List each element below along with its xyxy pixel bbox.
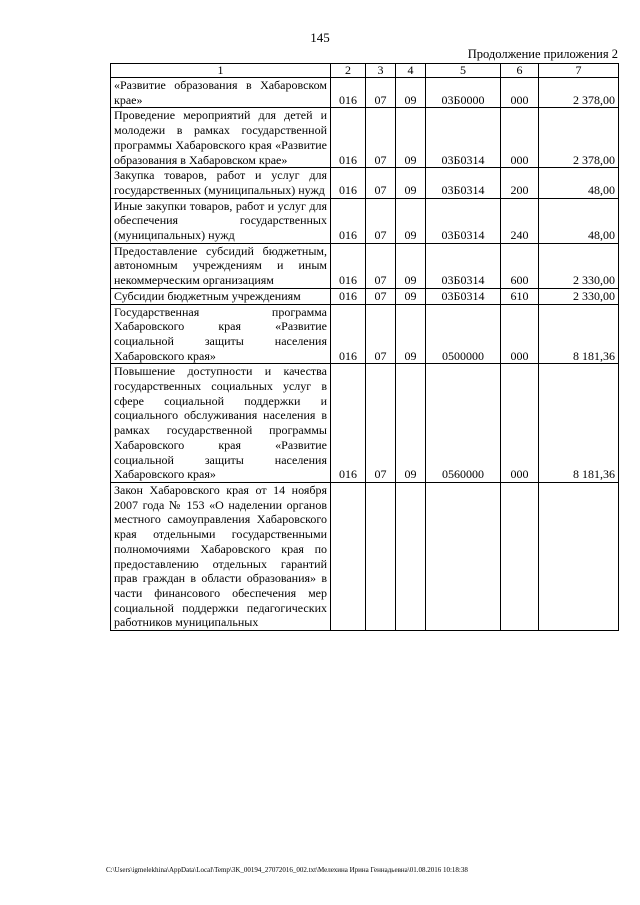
table-header-row — [111, 64, 619, 78]
cell-amount: 48,00 — [539, 168, 619, 198]
cell-amount: 48,00 — [539, 198, 619, 243]
cell-col4: 09 — [396, 108, 426, 168]
table-row — [111, 482, 619, 630]
row-description: Проведение мероприятий для детей и молодежи в рамках государственной программы Хабаровского края «Развитие образования в Хабаровском крае» — [111, 108, 331, 168]
cell-col6: 600 — [501, 243, 539, 288]
cell-amount: 2 330,00 — [539, 288, 619, 304]
row-description: Государственная программа Хабаровского края «Развитие социальной защиты населения Хабаровского края» — [111, 304, 331, 364]
cell-col3: 07 — [366, 108, 396, 168]
cell-col2: 016 — [331, 198, 366, 243]
cell-col4: 09 — [396, 364, 426, 483]
cell-col2: 016 — [331, 108, 366, 168]
cell-col2: 016 — [331, 304, 366, 364]
cell-col5: 03Б0000 — [426, 78, 501, 108]
cell-amount: 2 378,00 — [539, 108, 619, 168]
cell-col2: 016 — [331, 168, 366, 198]
row-description: Предоставление субсидий бюджетным, автономным учреждениям и иным некоммерческим организациям — [111, 243, 331, 288]
column-header: 4 — [396, 64, 426, 78]
cell-col3: 07 — [366, 304, 396, 364]
continuation-note: Продолжение приложения 2 — [467, 47, 618, 61]
cell-col5: 0560000 — [426, 364, 501, 483]
footer-file-path: C:\Users\igmelekhina\AppData\Local\Temp\3K_00194_27072016_002.txt\Мелехина Ирина Геннадьевна\01.08.2016 10:18:38 — [106, 866, 468, 874]
cell-amount — [539, 482, 619, 630]
cell-col6: 000 — [501, 78, 539, 108]
cell-col2: 016 — [331, 78, 366, 108]
cell-col3: 07 — [366, 364, 396, 483]
cell-col6 — [501, 482, 539, 630]
cell-amount: 2 330,00 — [539, 243, 619, 288]
cell-col6: 610 — [501, 288, 539, 304]
table-row — [111, 168, 619, 198]
column-header: 3 — [366, 64, 396, 78]
column-header: 2 — [331, 64, 366, 78]
table-row — [111, 243, 619, 288]
cell-col2: 016 — [331, 364, 366, 483]
cell-col3: 07 — [366, 168, 396, 198]
cell-amount: 8 181,36 — [539, 304, 619, 364]
column-header: 6 — [501, 64, 539, 78]
cell-col2 — [331, 482, 366, 630]
table-row — [111, 78, 619, 108]
table-row — [111, 364, 619, 483]
budget-table — [110, 63, 619, 631]
page-number: 145 — [310, 30, 330, 45]
cell-col5: 03Б0314 — [426, 243, 501, 288]
cell-col6: 000 — [501, 364, 539, 483]
cell-col4 — [396, 482, 426, 630]
row-description: Повышение доступности и качества государственных социальных услуг в сфере социальной поддержки и социального обслуживания населения в рамках государственной программы Хабаровского края «Развитие социальной защиты населения Хабаровского края» — [111, 364, 331, 483]
cell-col4: 09 — [396, 168, 426, 198]
cell-col4: 09 — [396, 78, 426, 108]
column-header: 1 — [111, 64, 331, 78]
row-description: Закупка товаров, работ и услуг для государственных (муниципальных) нужд — [111, 168, 331, 198]
cell-col6: 000 — [501, 108, 539, 168]
row-description: Закон Хабаровского края от 14 ноября 2007 года № 153 «О наделении органов местного самоуправления Хабаровского края отдельными государственными полномочиями Хабаровского края по предоставлению отдельных гарантий прав граждан в области образования» в части финансового обеспечения мер социальной поддержки педагогических работников муниципальных — [111, 482, 331, 630]
cell-col5: 03Б0314 — [426, 168, 501, 198]
cell-col3: 07 — [366, 243, 396, 288]
cell-col5: 03Б0314 — [426, 288, 501, 304]
cell-col6: 240 — [501, 198, 539, 243]
cell-col2: 016 — [331, 243, 366, 288]
cell-col5: 03Б0314 — [426, 108, 501, 168]
cell-col4: 09 — [396, 198, 426, 243]
cell-col4: 09 — [396, 288, 426, 304]
table-row — [111, 108, 619, 168]
row-description: Субсидии бюджетным учреждениям — [111, 288, 331, 304]
table-row — [111, 304, 619, 364]
cell-col5 — [426, 482, 501, 630]
column-header: 7 — [539, 64, 619, 78]
cell-col6: 000 — [501, 304, 539, 364]
cell-col3: 07 — [366, 78, 396, 108]
cell-col2: 016 — [331, 288, 366, 304]
cell-col3: 07 — [366, 198, 396, 243]
cell-col3 — [366, 482, 396, 630]
column-header: 5 — [426, 64, 501, 78]
table-row — [111, 198, 619, 243]
cell-amount: 8 181,36 — [539, 364, 619, 483]
cell-col6: 200 — [501, 168, 539, 198]
cell-col5: 0500000 — [426, 304, 501, 364]
cell-col4: 09 — [396, 243, 426, 288]
cell-amount: 2 378,00 — [539, 78, 619, 108]
table-row — [111, 288, 619, 304]
cell-col4: 09 — [396, 304, 426, 364]
cell-col3: 07 — [366, 288, 396, 304]
row-description: Иные закупки товаров, работ и услуг для обеспечения государственных (муниципальных) нужд — [111, 198, 331, 243]
cell-col5: 03Б0314 — [426, 198, 501, 243]
row-description: «Развитие образования в Хабаровском крае» — [111, 78, 331, 108]
